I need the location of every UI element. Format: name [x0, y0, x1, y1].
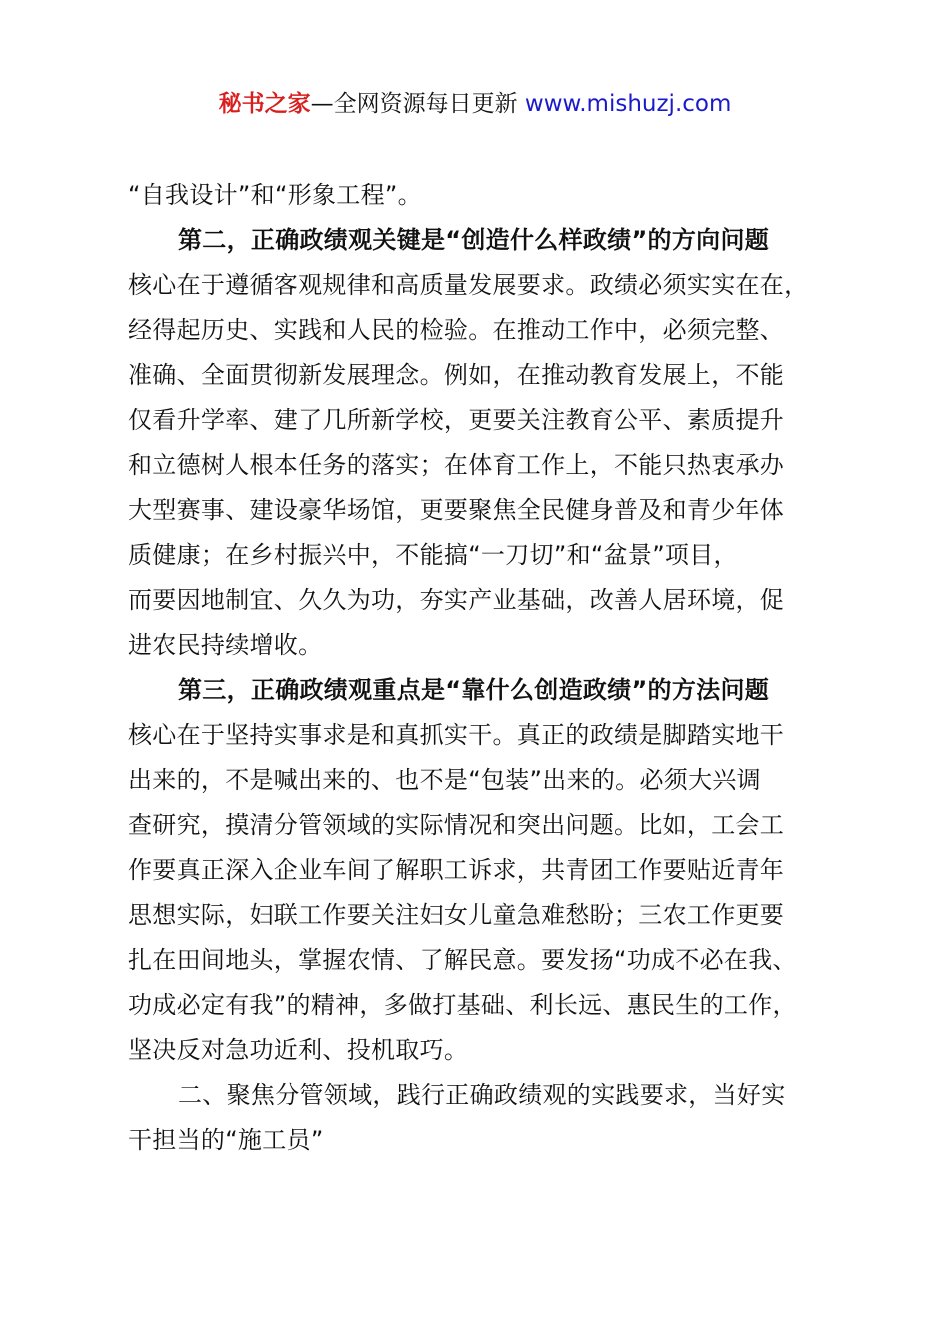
heading-line: 干担当的“施工员”: [128, 1126, 324, 1154]
text-line: 查研究，摸清分管领域的实际情况和突出问题。比如，工会工: [128, 811, 785, 839]
text-line: 扎在田间地头，掌握农情、了解民意。要发扬“功成不必在我、: [128, 946, 797, 974]
text-line: 和立德树人根本任务的落实；在体育工作上，不能只热衷承办: [128, 451, 785, 479]
text-line: 思想实际，妇联工作要关注妇女儿童急难愁盼；三农工作更要: [128, 901, 785, 929]
section-heading-part-two: [128, 1073, 854, 1163]
text-line: 大型赛事、建设豪华场馆，更要聚焦全民健身普及和青少年体: [128, 496, 785, 524]
heading-line: 第三，正确政绩观重点是“靠什么创造政绩”的方法问题: [178, 676, 770, 704]
text-line: 出来的，不是喊出来的、也不是“包装”出来的。必须大兴调: [128, 766, 761, 794]
text-line: 核心在于坚持实事求是和真抓实干。真正的政绩是脚踏实地干: [128, 721, 785, 749]
heading-line: 二、聚焦分管领域，践行正确政绩观的实践要求，当好实: [178, 1081, 786, 1109]
text-line: 坚决反对急功近利、投机取巧。: [128, 1036, 469, 1064]
text-line: 作要真正深入企业车间了解职工诉求，共青团工作要贴近青年: [128, 856, 785, 884]
paragraph-second: [128, 263, 854, 668]
paragraph-continuation: [128, 173, 854, 218]
document-body: [128, 173, 854, 1163]
section-heading-third: [128, 668, 854, 713]
text-line: 质健康；在乡村振兴中，不能搞“一刀切”和“盆景”项目，: [128, 541, 738, 569]
heading-line: 第二，正确政绩观关键是“创造什么样政绩”的方向问题: [178, 226, 770, 254]
section-heading-second: [128, 218, 854, 263]
text-line: 而要因地制宜、久久为功，夯实产业基础，改善人居环境，促: [128, 586, 785, 614]
brand-name: 秘书之家: [218, 91, 311, 117]
paragraph-third: [128, 713, 854, 1073]
text-line: 功成必定有我”的精神，多做打基础、利长远、惠民生的工作，: [128, 991, 797, 1019]
header-tagline: —全网资源每日更新: [310, 91, 525, 117]
text-line: 准确、全面贯彻新发展理念。例如，在推动教育发展上，不能: [128, 361, 785, 389]
text-line: 仅看升学率、建了几所新学校，更要关注教育公平、素质提升: [128, 406, 785, 434]
text-line: 核心在于遵循客观规律和高质量发展要求。政绩必须实实在在，: [128, 271, 809, 299]
site-url[interactable]: www.mishuzj.com: [524, 91, 732, 117]
text-line: 经得起历史、实践和人民的检验。在推动工作中，必须完整、: [128, 316, 785, 344]
site-header: [0, 86, 950, 122]
text-line: 进农民持续增收。: [128, 631, 323, 659]
text-line: “自我设计”和“形象工程”。: [128, 181, 422, 209]
